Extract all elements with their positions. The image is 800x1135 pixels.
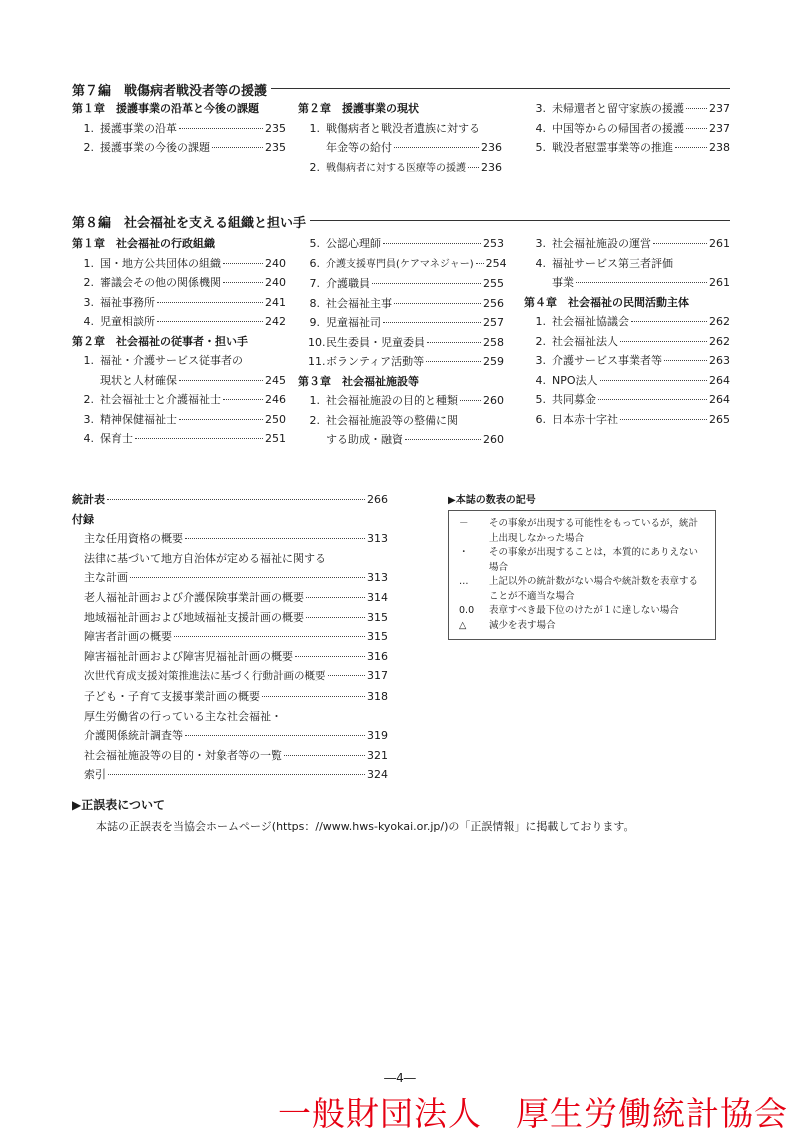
toc-entry[interactable]: 4. 児童相談所 242 [83,315,286,328]
toc-entry[interactable]: 次世代育成支援対策推進法に基づく行動計画の概要 317 [84,669,388,683]
part8-col2 [298,234,507,450]
toc-entry-continued[interactable]: 現状と人材確保 245 [100,373,286,387]
toc-entry[interactable]: 3. 精神保健福祉士 250 [83,412,286,426]
toc-entry-stats[interactable]: 統計表 266 [72,493,388,506]
toc-entry[interactable]: 7. 介護職員 255 [309,277,504,290]
toc-entry[interactable]: 1. 福祉・介護サービス従事者の [83,354,243,367]
legend-box [448,510,716,640]
toc-entry-continued[interactable]: する助成・融資 260 [326,433,504,446]
toc-entry[interactable]: 6. 日本赤十字社 265 [535,412,730,426]
chapter-heading: 第３章 社会福祉施設等 [298,374,419,388]
toc-entry[interactable]: 3. 福祉事務所 241 [83,295,286,309]
toc-entry[interactable]: 1. 国・地方公共団体の組織 240 [83,256,286,270]
toc-entry[interactable]: 5. 戦没者慰霊事業等の推進 238 [535,141,730,154]
toc-entry[interactable]: 1. 戦傷病者と戦没者遺族に対する [309,121,480,135]
toc-entry[interactable]: 4. 福祉サービス第三者評価 [535,256,673,270]
part7-col2 [298,99,502,178]
part7-col1 [72,99,286,158]
chapter-heading: 第４章 社会福祉の民間活動主体 [524,295,689,309]
part8-title: 第８編 社会福祉を支える組織と担い手 [72,212,310,231]
legend-row: ・ その事象が出現することは，本質的にありえない場合 [459,547,699,573]
part8-col3 [524,234,730,429]
toc-entry-continued[interactable]: 主な計画 313 [84,571,388,585]
toc-entry[interactable]: 3. 社会福祉施設の運営 261 [535,237,730,250]
toc-entry[interactable]: 法律に基づいて地方自治体が定める福祉に関する [84,551,326,565]
toc-entry[interactable]: 障害者計画の概要 315 [84,630,388,644]
toc-entry[interactable]: 1. 社会福祉協議会 262 [535,315,730,328]
appendix-heading: 付録 [72,512,94,526]
chapter-heading: 第１章 援護事業の沿革と今後の課題 [72,102,259,115]
chapter-heading: 第２章 社会福祉の従事者・担い手 [72,334,248,348]
toc-entry[interactable]: 2. 援護事業の今後の課題 235 [83,141,286,154]
toc-entry[interactable]: 6. 介護支援専門員(ケアマネジャー) 254 [309,256,507,270]
part7-col3 [524,99,730,158]
toc-entry[interactable]: 5. 公認心理師 253 [309,237,504,250]
part7-title-bar [72,80,730,98]
appendix-list [72,490,388,785]
toc-entry[interactable]: 5. 共同募金 264 [535,393,730,406]
toc-entry[interactable]: 2. 審議会その他の関係機関 240 [83,276,286,289]
toc-entry[interactable]: 障害福祉計画および障害児福祉計画の概要 316 [84,649,388,663]
toc-entry[interactable]: 4. 保育士 251 [83,432,286,445]
toc-entry[interactable]: 1. 援護事業の沿革 235 [83,121,286,135]
part7-title: 第７編 戦傷病者戦没者等の援護 [72,80,271,99]
corrections-text: 本誌の正誤表を当協会ホームページ(https：//www.hws-kyokai.or.jp/)の「正誤情報」に掲載しております。 [96,820,635,833]
toc-entry-continued[interactable]: 年金等の給付 236 [326,141,502,154]
chapter-heading: 第２章 援護事業の現状 [298,102,419,115]
toc-entry[interactable]: 2. 社会福祉士と介護福祉士 246 [83,393,286,406]
legend-row: 0.0 表章すべき最下位のけたが１に達しない場合 [459,605,679,616]
toc-entry-continued[interactable]: 事業 261 [552,276,730,289]
toc-entry[interactable]: 9. 児童福祉司 257 [309,316,504,329]
toc-entry[interactable]: 2. 戦傷病者に対する医療等の援護 236 [309,160,502,174]
toc-entry[interactable]: 10. 民生委員・児童委員 258 [308,335,504,349]
toc-entry[interactable]: 子ども・子育て支援事業計画の概要 318 [84,689,388,703]
page-number: ―4― [384,1071,416,1085]
toc-entry[interactable]: 3. 未帰還者と留守家族の援護 237 [535,102,730,115]
toc-entry[interactable]: 4. 中国等からの帰国者の援護 237 [535,121,730,135]
toc-entry[interactable]: 2. 社会福祉施設等の整備に関 [309,413,458,427]
publisher-watermark: 一般財団法人 厚生労働統計協会 [278,1094,788,1133]
toc-entry[interactable]: 8. 社会福祉主事 256 [309,296,504,310]
corrections-heading: ▶正誤表について [72,798,165,812]
toc-entry[interactable]: 社会福祉施設等の目的・対象者等の一覧 321 [84,748,388,762]
legend-row: － その事象が出現する可能性をもっているが，統計上出現しなかった場合 [459,518,699,544]
toc-entry[interactable]: 厚生労働省の行っている主な社会福祉・ [84,709,282,723]
toc-entry[interactable]: 3. 介護サービス事業者等 263 [535,354,730,367]
part8-title-bar [72,212,730,230]
toc-entry[interactable]: 11. ボランティア活動等 259 [308,355,504,368]
part8-col1 [72,234,286,449]
toc-entry[interactable]: 老人福祉計画および介護保険事業計画の概要 314 [84,590,388,604]
chapter-heading: 第１章 社会福祉の行政組織 [72,237,215,250]
legend-heading: ▶本誌の数表の記号 [448,495,536,506]
toc-entry[interactable]: 1. 社会福祉施設の目的と種類 260 [309,394,504,407]
toc-entry[interactable]: 地域福祉計画および地域福祉支援計画の概要 315 [84,610,388,624]
toc-entry-continued[interactable]: 介護関係統計調査等 319 [84,729,388,743]
toc-entry[interactable]: 2. 社会福祉法人 262 [535,334,730,348]
toc-entry[interactable]: 4. NPO法人 264 [535,373,730,387]
legend-row: △ 減少を表す場合 [459,619,556,631]
toc-entry-index[interactable]: 索引 324 [84,768,388,782]
toc-entry[interactable]: 主な任用資格の概要 313 [84,532,388,546]
legend-row: … 上記以外の統計数がない場合や統計数を表章することが不適当な場合 [459,576,699,602]
